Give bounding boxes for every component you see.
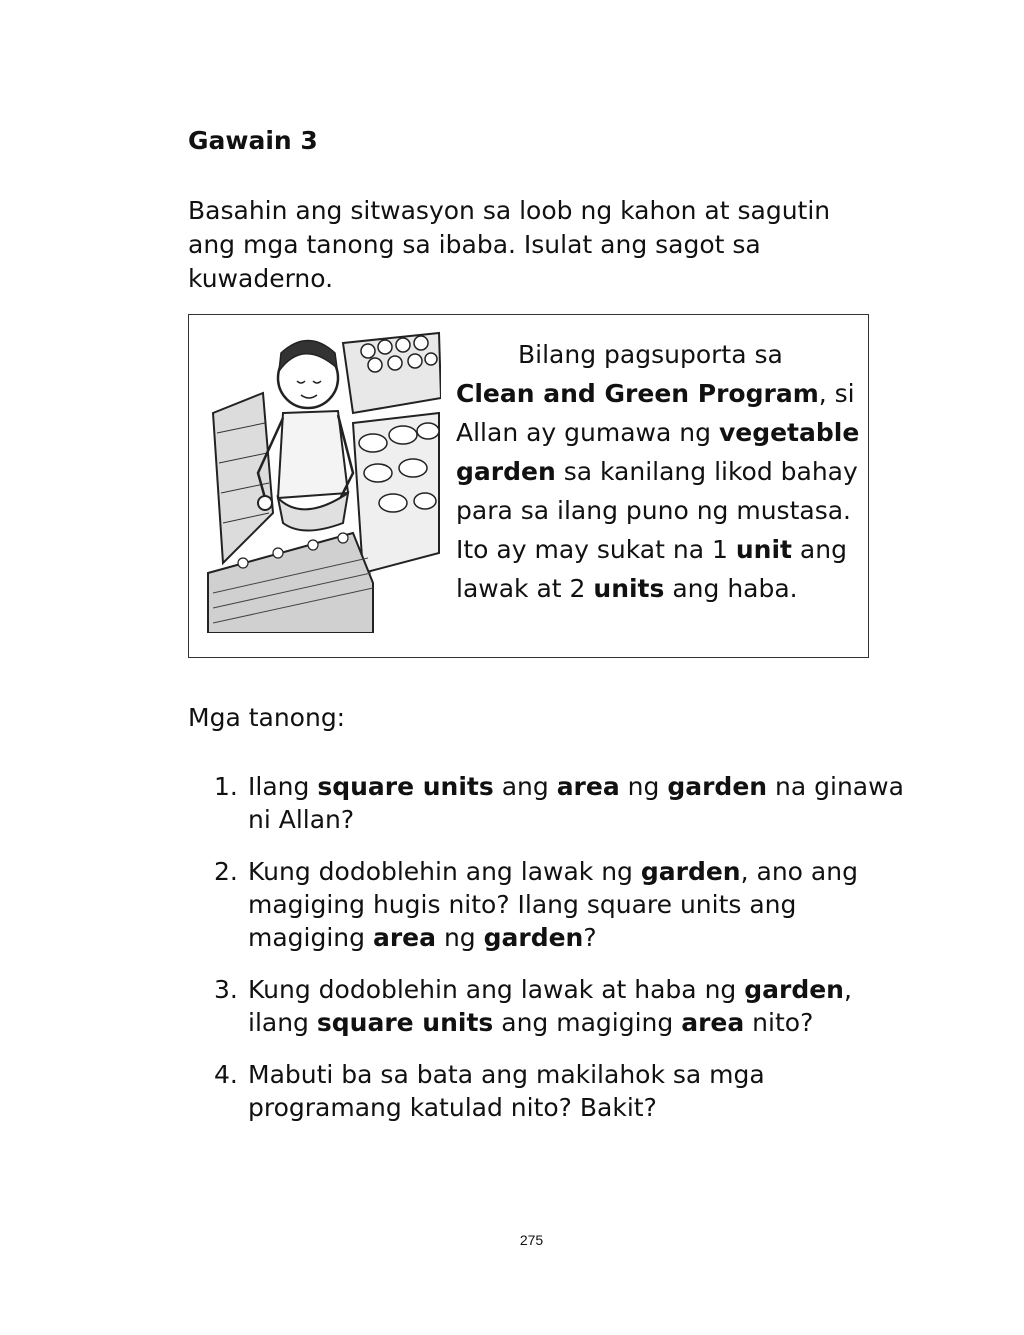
question-segment: Kung dodoblehin ang lawak at haba ng <box>248 975 745 1004</box>
story-segment-bold: vegetable garden <box>456 418 860 486</box>
question-item <box>214 1058 904 1124</box>
story-segment: , si Allan ay gumawa ng <box>456 379 855 447</box>
boy-planting-vegetable-garden-illustration <box>203 323 441 633</box>
story-segment-bold: unit <box>735 535 792 564</box>
question-item <box>214 973 904 1039</box>
question-item <box>214 770 904 836</box>
question-number: 2. <box>214 857 238 886</box>
question-segment-bold: square units <box>316 1008 494 1037</box>
question-segment-bold: area <box>372 923 436 952</box>
question-segment-bold: garden <box>667 772 768 801</box>
questions-label: Mga tanong: <box>188 703 346 732</box>
question-segment: ? <box>583 923 597 952</box>
page-number: 275 <box>519 1232 544 1248</box>
activity-heading: Gawain 3 <box>188 126 318 155</box>
story-segment-bold: units <box>593 574 665 603</box>
story-segment: ang haba. <box>664 574 798 603</box>
question-segment-bold: garden <box>744 975 844 1004</box>
question-segment-bold: area <box>681 1008 745 1037</box>
question-segment: ang magiging <box>493 1008 682 1037</box>
question-segment: na ginawa ni Allan? <box>248 772 904 834</box>
question-segment: ng <box>436 923 484 952</box>
question-segment: ang <box>493 772 557 801</box>
story-segment: ang lawak at 2 <box>456 535 847 603</box>
story-segment: sa kanilang likod bahay para sa ilang puno ng mustasa. Ito ay may sukat na 1 <box>456 457 858 564</box>
question-segment: , ano ang magiging hugis nito? Ilang square units ang magiging <box>248 857 858 952</box>
question-segment-bold: garden <box>483 923 584 952</box>
question-segment: , ilang <box>248 975 852 1037</box>
question-segment: Mabuti ba sa bata ang makilahok sa mga programang katulad nito? Bakit? <box>248 1060 765 1122</box>
story-box <box>188 314 869 658</box>
question-segment: nito? <box>744 1008 814 1037</box>
story-segment-bold: Clean and Green Program <box>456 379 819 408</box>
question-segment: Ilang <box>248 772 318 801</box>
question-segment-bold: square units <box>317 772 494 801</box>
story-text <box>456 335 862 608</box>
instructions-text: Basahin ang sitwasyon sa loob ng kahon at sagutin ang mga tanong sa ibaba. Isulat ang sagot sa kuwaderno. <box>188 196 831 293</box>
story-segment: Bilang pagsuporta sa <box>518 340 783 369</box>
question-number: 3. <box>214 975 238 1004</box>
question-number: 4. <box>214 1060 238 1089</box>
question-segment-bold: garden <box>640 857 741 886</box>
question-segment: Kung dodoblehin ang lawak ng <box>248 857 641 886</box>
questions-list <box>214 770 904 1143</box>
question-segment: ng <box>619 772 668 801</box>
question-segment-bold: area <box>556 772 620 801</box>
question-number: 1. <box>214 772 238 801</box>
question-item <box>214 855 904 954</box>
